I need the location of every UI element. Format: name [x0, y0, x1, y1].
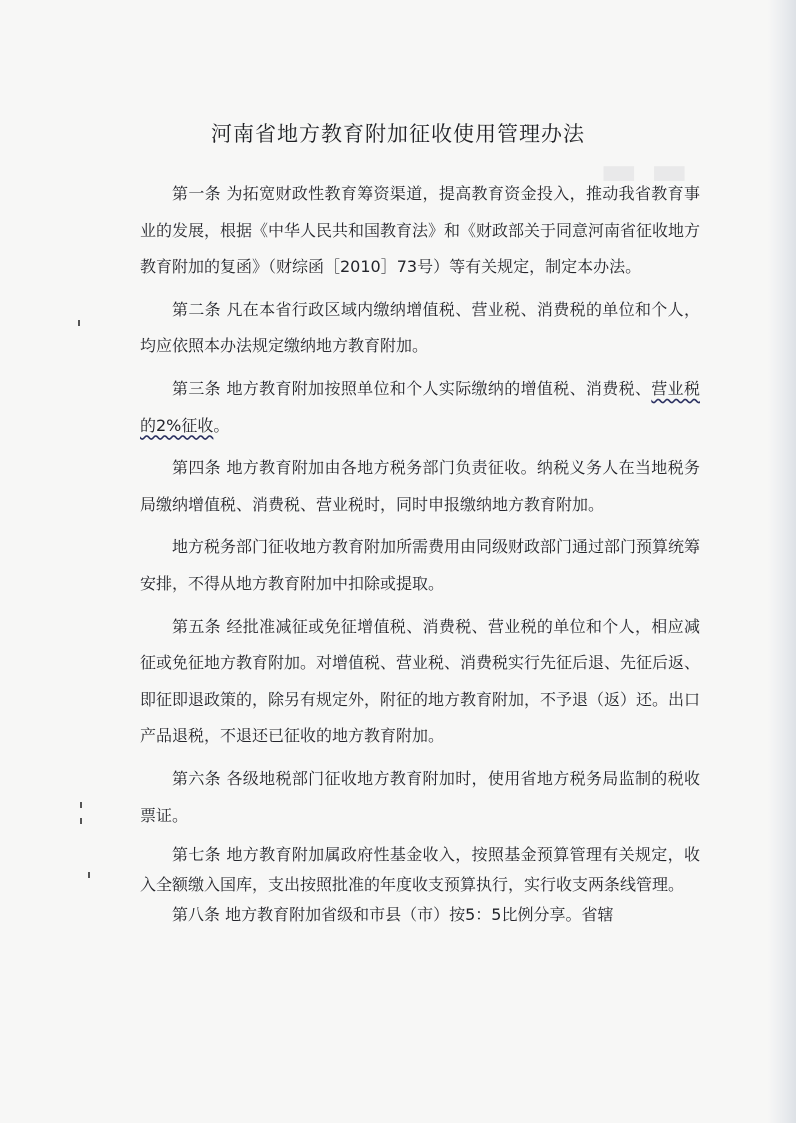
article-paragraph: 第六条 各级地税部门征收地方教育附加时，使用省地方税务局监制的税收票证。 — [140, 768, 700, 825]
article-paragraph — [140, 371, 700, 444]
document-title: 河南省地方教育附加征收使用管理办法 — [211, 122, 585, 146]
article-paragraph: 第五条 经批准减征或免征增值税、消费税、营业税的单位和个人，相应减征或免征地方教育附加。对增值税、营业税、消费税实行先征后退、先征后返、即征即退政策的，除另有规定外，附征的地方教育附加，不予退（返）还。出口产品退税，不退还已征收的地方教育附加。 — [140, 616, 701, 746]
article-paragraph: 第一条 为拓宽财政性教育筹资渠道，提高教育资金投入，推动我省教育事业的发展，根据《中华人民共和国教育法》和《财政部关于同意河南省征收地方教育附加的复函》（财综函［2010］73号）等有关规定，制定本办法。 — [140, 184, 701, 277]
article-paragraph: 第七条 地方教育附加属政府性基金收入，按照基金预算管理有关规定，收入全额缴入国库，支出按照批准的年度收支预算执行，实行收支两条线管理。 — [140, 845, 700, 895]
margin-mark — [78, 320, 80, 326]
article-paragraph: 第八条 地方教育附加省级和市县（市）按5：5比例分享。省辖 — [172, 905, 614, 925]
article-paragraph: 第四条 地方教育附加由各地方税务部门负责征收。纳税义务人在当地税务局缴纳增值税、消费税、营业税时，同时申报缴纳地方教育附加。 — [140, 458, 700, 514]
margin-mark — [88, 872, 90, 878]
show-through-marks: ▬ ▬ — [600, 148, 689, 194]
article-paragraph: 第二条 凡在本省行政区域内缴纳增值税、营业税、消费税的单位和个人，均应依照本办法规定缴纳地方教育附加。 — [140, 299, 700, 356]
article-text: 第三条 地方教育附加按照单位和个人实际缴纳的增值税、消费税、 — [172, 378, 652, 398]
article-paragraph: 地方税务部门征收地方教育附加所需费用由同级财政部门通过部门预算统筹安排，不得从地方教育附加中扣除或提取。 — [140, 537, 701, 593]
margin-mark — [80, 818, 82, 824]
margin-mark — [80, 802, 82, 808]
underlined-phrase: 营业税的2%征收 — [140, 378, 700, 435]
document-body — [140, 176, 700, 930]
article-text: 。 — [213, 415, 230, 435]
